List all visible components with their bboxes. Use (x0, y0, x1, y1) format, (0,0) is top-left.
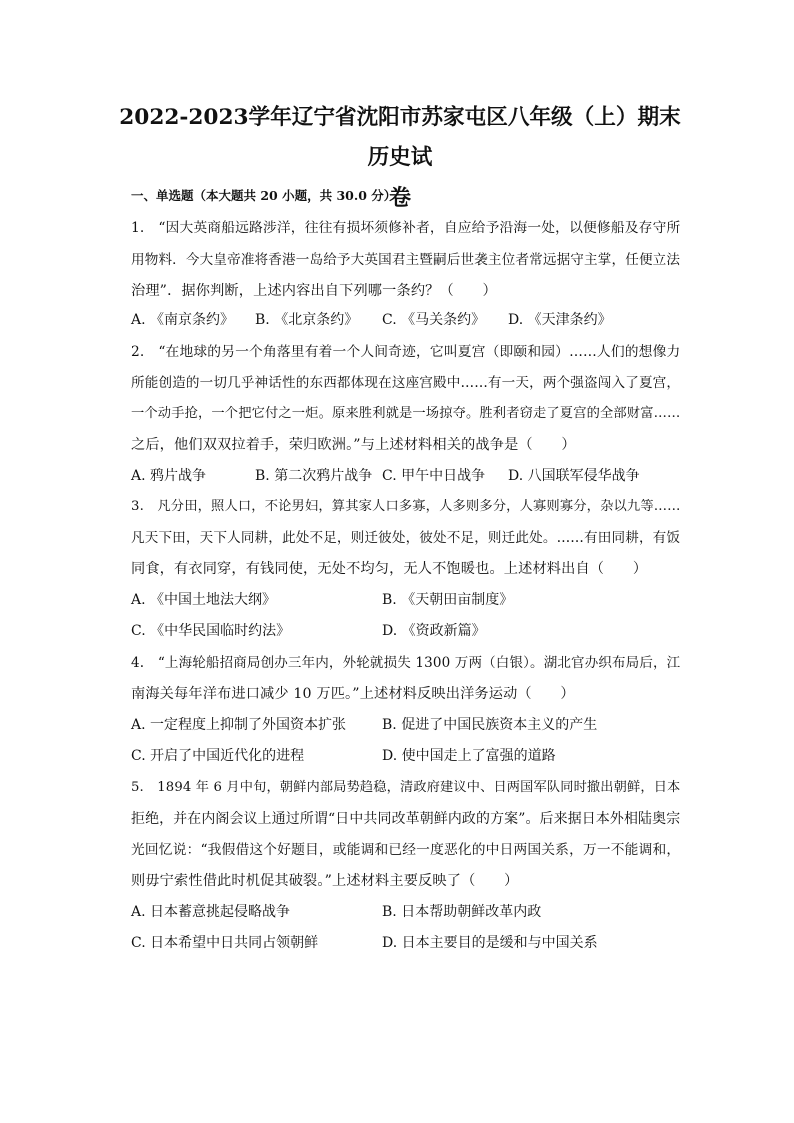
option-b[interactable]: B. 促进了中国民族资本主义的产生 (382, 717, 598, 733)
question-text-line: 所能创造的一切几乎神话性的东西都体现在这座宫殿中……有一天，两个强盗闯入了夏宫， (131, 375, 681, 391)
option-a[interactable]: A. 鸦片战争 (131, 468, 207, 484)
question-text-line: 用物料．今大皇帝准将香港一岛给予大英国君主暨嗣后世袭主位者常远据守主掌，任便立法 (131, 252, 681, 268)
option-c[interactable]: C. 《中华民国临时约法》 (131, 623, 291, 639)
section-heading: 一、单选题（本大题共 20 小题，共 30.0 分） (131, 188, 397, 203)
question-text-line: 1. “因大英商船远路涉洋，往往有损坏须修补者，自应给予沿海一处，以便修船及存守所 (131, 220, 681, 236)
question-text-line: 南海关每年洋布进口减少 10 万匹。”上述材料反映出洋务运动（ ） (131, 686, 575, 702)
option-b[interactable]: B. 《天朝田亩制度》 (382, 592, 514, 608)
option-b[interactable]: B. 第二次鸦片战争 (255, 468, 373, 484)
question-text-line: 5. 1894 年 6 月中旬，朝鲜内部局势趋稳，清政府建议中、日两国军队同时撤出朝鲜，日本 (131, 780, 681, 795)
question-text-line: 一个动手抢，一个把它付之一炬。原来胜利就是一场掠夺。胜利者窃走了夏宫的全部财富…… (131, 406, 681, 421)
option-b[interactable]: B. 日本帮助朝鲜改革内政 (382, 904, 542, 920)
question-text-line: 则毋宁索性借此时机促其破裂。”上述材料主要反映了（ ） (131, 873, 519, 889)
question-text-line: 拒绝，并在内阁会议上通过所谓“日中共同改革朝鲜内政的方案”。后来据日本外相陆奥宗 (131, 811, 681, 827)
question-text-line: 同食，有衣同穿，有钱同使，无处不均匀，无人不饱暖也。上述材料出自（ ） (131, 561, 648, 577)
option-d[interactable]: D. 《资政新篇》 (382, 623, 486, 639)
option-c[interactable]: C. 开启了中国近代化的进程 (131, 748, 305, 764)
title-line-1: 2022-2023学年辽宁省沈阳市苏家屯区八年级（上）期末历史试 (119, 105, 681, 170)
option-d[interactable]: D. 《天津条约》 (508, 312, 612, 328)
option-a[interactable]: A. 一定程度上抑制了外国资本扩张 (131, 717, 347, 733)
question-text-line: 之后，他们双双拉着手，荣归欧洲。”与上述材料相关的战争是（ ） (131, 437, 576, 453)
question-text-line: 治理”．据你判断，上述内容出自下列哪一条约？（ ） (131, 283, 497, 299)
option-d[interactable]: D. 使中国走上了富强的道路 (382, 748, 556, 764)
option-d[interactable]: D. 八国联军侵华战争 (508, 468, 640, 484)
option-d[interactable]: D. 日本主要目的是缓和与中国关系 (382, 935, 598, 951)
option-c[interactable]: C. 甲午中日战争 (382, 468, 486, 484)
option-a[interactable]: A. 《南京条约》 (131, 312, 235, 328)
option-c[interactable]: C. 《马关条约》 (382, 312, 486, 328)
question-text-line: 2. “在地球的另一个角落里有着一个人间奇迹，它叫夏宫（即颐和园）……人们的想像力 (131, 344, 681, 360)
option-a[interactable]: A. 日本蓄意挑起侵略战争 (131, 904, 291, 920)
option-c[interactable]: C. 日本希望中日共同占领朝鲜 (131, 935, 319, 951)
question-text-line: 凡天下田，天下人同耕，此处不足，则迁彼处，彼处不足，则迁此处。……有田同耕，有饭 (131, 530, 681, 546)
option-a[interactable]: A. 《中国土地法大纲》 (131, 592, 277, 608)
question-text-line: 3. 凡分田，照人口，不论男妇，算其家人口多寡，人多则多分，人寡则寡分，杂以九等…… (131, 499, 681, 514)
option-b[interactable]: B. 《北京条约》 (255, 312, 359, 328)
title-line-2: 卷 (388, 185, 411, 211)
question-text-line: 光回忆说：“我假借这个好题目，或能调和已经一度恶化的中日两国关系，万一不能调和， (131, 842, 681, 858)
question-text-line: 4. “上海轮船招商局创办三年内，外轮就损失 1300 万两（白银）。湖北官办织布局后，江 (131, 655, 681, 671)
